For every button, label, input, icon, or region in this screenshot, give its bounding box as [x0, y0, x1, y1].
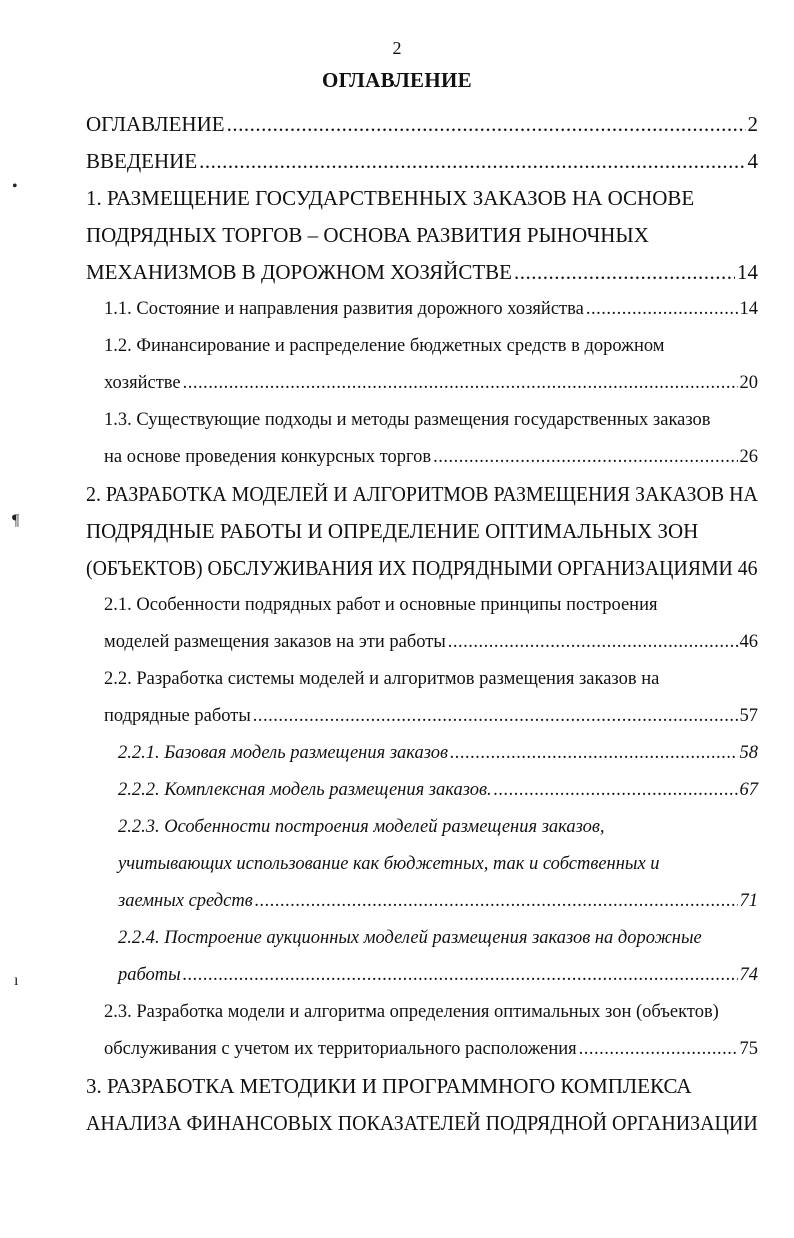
- page-number: 2: [392, 38, 402, 58]
- toc-entry-text: 2.3. Разработка модели и алгоритма определения оптимальных зон (объектов): [104, 1002, 719, 1022]
- toc-entry-text: ПОДРЯДНЫХ ТОРГОВ – ОСНОВА РАЗВИТИЯ РЫНОЧНЫХ: [86, 223, 649, 247]
- toc-entry: [118, 737, 758, 769]
- toc-entry-page: 74: [739, 965, 758, 985]
- dot-leader: [514, 256, 735, 288]
- dot-leader: [255, 885, 738, 917]
- toc-entry: [86, 219, 649, 251]
- toc-entry-page: 67: [739, 780, 758, 800]
- dot-leader: [450, 737, 737, 769]
- toc-entry: [86, 478, 794, 510]
- toc-entry: [86, 515, 698, 547]
- toc-entry: [104, 404, 711, 436]
- toc-entry-text: ОГЛАВЛЕНИЕ: [86, 112, 225, 136]
- toc-entry-page: 14: [739, 299, 758, 319]
- toc-entry: [104, 700, 758, 732]
- toc-entry: [118, 885, 758, 917]
- toc-entry: [104, 996, 719, 1028]
- toc-entry-text: (ОБЪЕКТОВ) ОБСЛУЖИВАНИЯ ИХ ПОДРЯДНЫМИ ОРГАНИЗАЦИЯМИ 46: [86, 556, 758, 580]
- toc-entry-text: 2.1. Особенности подрядных работ и основные принципы построения: [104, 595, 658, 615]
- toc-entry: [86, 552, 794, 584]
- toc-entry: [104, 367, 758, 399]
- toc-entry-text: 2.2.3. Особенности построения моделей размещения заказов,: [118, 817, 605, 837]
- scan-mark: •: [12, 178, 18, 195]
- toc-entry-text: 1.1. Состояние и направления развития дорожного хозяйства: [104, 299, 584, 319]
- toc-entry: [118, 922, 702, 954]
- toc-entry: [118, 774, 758, 806]
- toc-entry-text: 2.2.2. Комплексная модель размещения заказов.: [118, 780, 492, 800]
- toc-entry-page: 26: [739, 447, 758, 467]
- toc-entry-text: МЕХАНИЗМОВ В ДОРОЖНОМ ХОЗЯЙСТВЕ: [86, 260, 512, 284]
- dot-leader: [227, 108, 746, 140]
- dot-leader: [586, 293, 738, 325]
- toc-entry: [104, 330, 664, 362]
- toc-entry: [118, 848, 660, 880]
- toc-entry-page: 58: [739, 743, 758, 763]
- page-title: ОГЛАВЛЕНИЕ: [322, 68, 472, 92]
- toc-entry-text: 2.2.1. Базовая модель размещения заказов: [118, 743, 449, 763]
- toc-entry: [104, 1033, 758, 1065]
- toc-entry-text: АНАЛИЗА ФИНАНСОВЫХ ПОКАЗАТЕЛЕЙ ПОДРЯДНОЙ ОРГАНИЗАЦИИ: [86, 1111, 758, 1135]
- toc-entry: [86, 182, 694, 214]
- toc-entry: [86, 145, 758, 177]
- toc-entry-page: 20: [739, 373, 758, 393]
- toc-entry-page: 46: [739, 632, 758, 652]
- toc-entry-page: 75: [739, 1039, 758, 1059]
- toc-entry: [86, 256, 758, 288]
- toc-entry-text: 1.3. Существующие подходы и методы размещения государственных заказов: [104, 410, 711, 430]
- toc-entry-text: на основе проведения конкурсных торгов: [104, 447, 432, 467]
- toc-entry-text: 1.2. Финансирование и распределение бюджетных средств в дорожном: [104, 336, 665, 356]
- toc-entry: [104, 626, 758, 658]
- toc-entry-page: 71: [739, 891, 758, 911]
- toc-entry-text: моделей размещения заказов на эти работы: [104, 632, 446, 652]
- toc-entry-text: 2.2. Разработка системы моделей и алгоритмов размещения заказов на: [104, 669, 660, 689]
- scan-mark: ¶: [12, 512, 20, 529]
- toc-entry-page: 2: [747, 112, 758, 136]
- dot-leader: [433, 441, 737, 473]
- toc-entry: [104, 663, 659, 695]
- toc-entry: [118, 959, 758, 991]
- dot-leader: [579, 1033, 738, 1065]
- toc-entry-text: подрядные работы: [104, 706, 251, 726]
- toc-entry-text: заемных средств: [118, 891, 253, 911]
- toc-entry-text: работы: [118, 965, 181, 985]
- toc-entry-text: 2.2.4. Построение аукционных моделей размещения заказов на дорожные: [118, 928, 702, 948]
- toc-entry: [86, 108, 758, 140]
- dot-leader: [183, 959, 738, 991]
- toc-entry-text: учитывающих использование как бюджетных, так и собственных и: [118, 854, 660, 874]
- toc-entry-text: 2. РАЗРАБОТКА МОДЕЛЕЙ И АЛГОРИТМОВ РАЗМЕЩЕНИЯ ЗАКАЗОВ НА: [86, 482, 758, 506]
- toc-entry-text: 3. РАЗРАБОТКА МЕТОДИКИ И ПРОГРАММНОГО КОМПЛЕКСА: [86, 1074, 692, 1098]
- dot-leader: [183, 367, 738, 399]
- dot-leader: [253, 700, 738, 732]
- toc-entry: [104, 589, 658, 621]
- toc-entry-text: ВВЕДЕНИЕ: [86, 149, 198, 173]
- toc-entry: [86, 1107, 793, 1139]
- toc-entry: [104, 293, 758, 325]
- dot-leader: [199, 145, 745, 177]
- toc-entry-page: 4: [747, 149, 758, 173]
- dot-leader: [448, 626, 738, 658]
- toc-entry-text: хозяйстве: [104, 373, 181, 393]
- toc-entry-page: 14: [737, 260, 758, 284]
- toc-entry-text: 1. РАЗМЕЩЕНИЕ ГОСУДАРСТВЕННЫХ ЗАКАЗОВ НА ОСНОВЕ: [86, 186, 695, 210]
- toc-entry: [118, 811, 604, 843]
- toc-entry: [104, 441, 758, 473]
- dot-leader: [494, 774, 738, 806]
- toc-entry: [86, 1070, 692, 1102]
- toc-entry-text: ПОДРЯДНЫЕ РАБОТЫ И ОПРЕДЕЛЕНИЕ ОПТИМАЛЬНЫХ ЗОН: [86, 519, 699, 543]
- toc-entry-text: обслуживания с учетом их территориального расположения: [104, 1039, 577, 1059]
- scan-mark: ı: [14, 972, 19, 989]
- toc-entry-page: 57: [739, 706, 758, 726]
